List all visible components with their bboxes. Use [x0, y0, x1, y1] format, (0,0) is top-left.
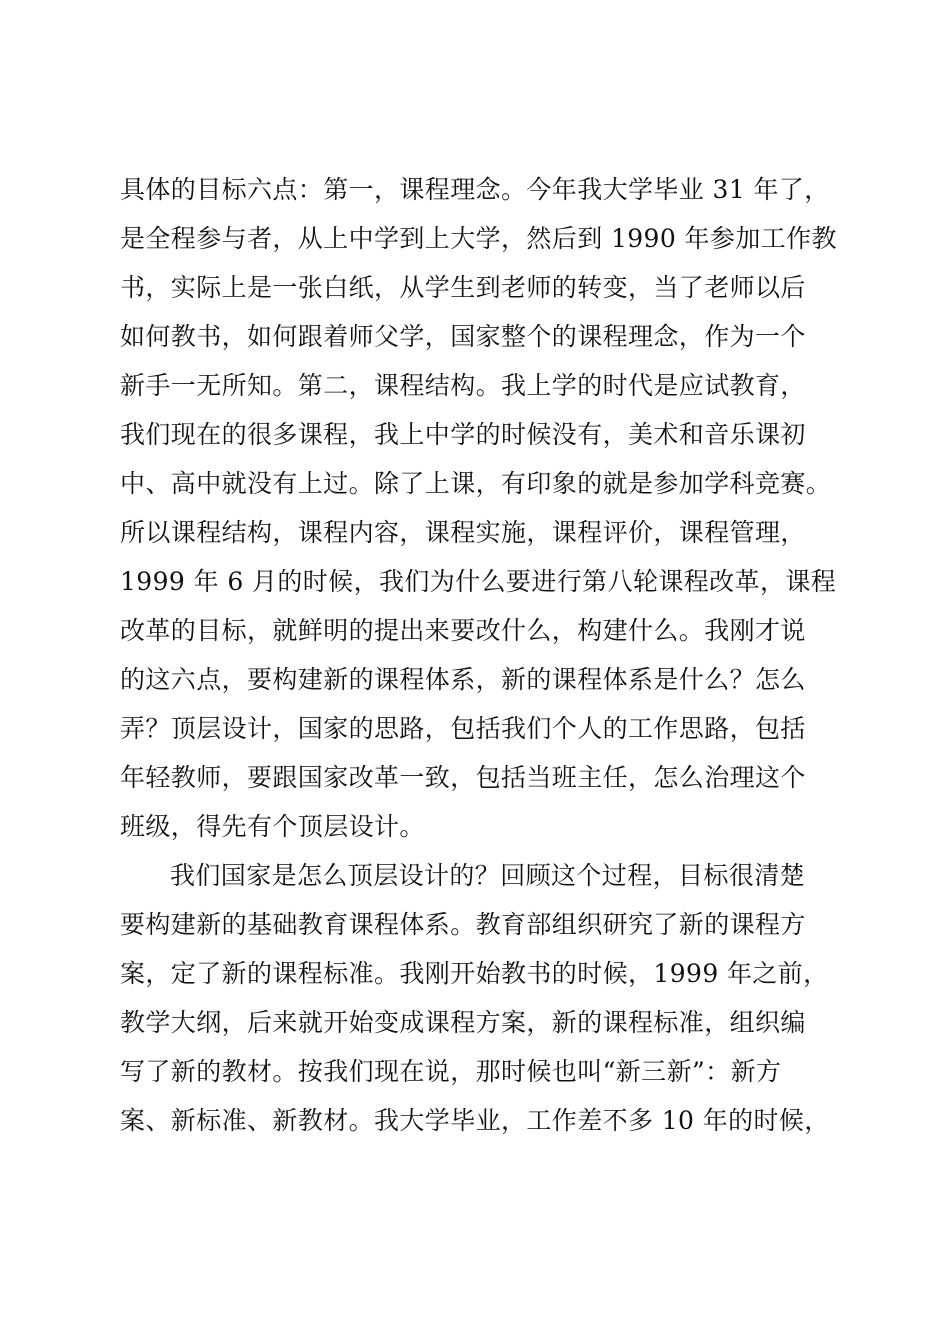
text-line: 1999 年 6 月的时候，我们为什么要进行第八轮课程改革，课程: [120, 567, 837, 596]
text-line: 案、新标准、新教材。我大学毕业，工作差不多 10 年的时候，: [120, 1106, 830, 1135]
text-line: 是全程参与者，从上中学到上大学，然后到 1990 年参加工作教: [120, 224, 837, 253]
text-line: 要构建新的基础教育课程体系。教育部组织研究了新的课程方: [120, 910, 806, 939]
text-line: 书，实际上是一张白纸，从学生到老师的转变，当了老师以后: [120, 273, 806, 302]
text-line: 弄？顶层设计，国家的思路，包括我们个人的工作思路，包括: [120, 714, 806, 743]
text-line: 教学大纲，后来就开始变成课程方案，新的课程标准，组织编: [120, 1008, 806, 1037]
text-line: 案，定了新的课程标准。我刚开始教书的时候，1999 年之前，: [120, 959, 829, 988]
text-line: 中、高中就没有上过。除了上课，有印象的就是参加学科竞赛。: [120, 469, 832, 498]
text-line: 具体的目标六点：第一，课程理念。今年我大学毕业 31 年了，: [120, 175, 830, 204]
text-line: 如何教书，如何跟着师父学，国家整个的课程理念，作为一个: [120, 322, 806, 351]
text-line: 所以课程结构，课程内容，课程实施，课程评价，课程管理，: [120, 518, 806, 547]
text-line: 的这六点，要构建新的课程体系，新的课程体系是什么？怎么: [120, 665, 806, 694]
text-line: 改革的目标，就鲜明的提出来要改什么，构建什么。我刚才说: [120, 616, 806, 645]
text-line: 写了新的教材。按我们现在说，那时候也叫“新三新”：新方: [120, 1057, 782, 1086]
text-line: 班级，得先有个顶层设计。: [120, 812, 425, 841]
text-line: 我们现在的很多课程，我上中学的时候没有，美术和音乐课初: [120, 420, 806, 449]
text-line: 我们国家是怎么顶层设计的？回顾这个过程，目标很清楚: [170, 861, 806, 890]
text-line: 新手一无所知。第二，课程结构。我上学的时代是应试教育，: [120, 371, 806, 400]
text-line: 年轻教师，要跟国家改革一致，包括当班主任，怎么治理这个: [120, 763, 806, 792]
